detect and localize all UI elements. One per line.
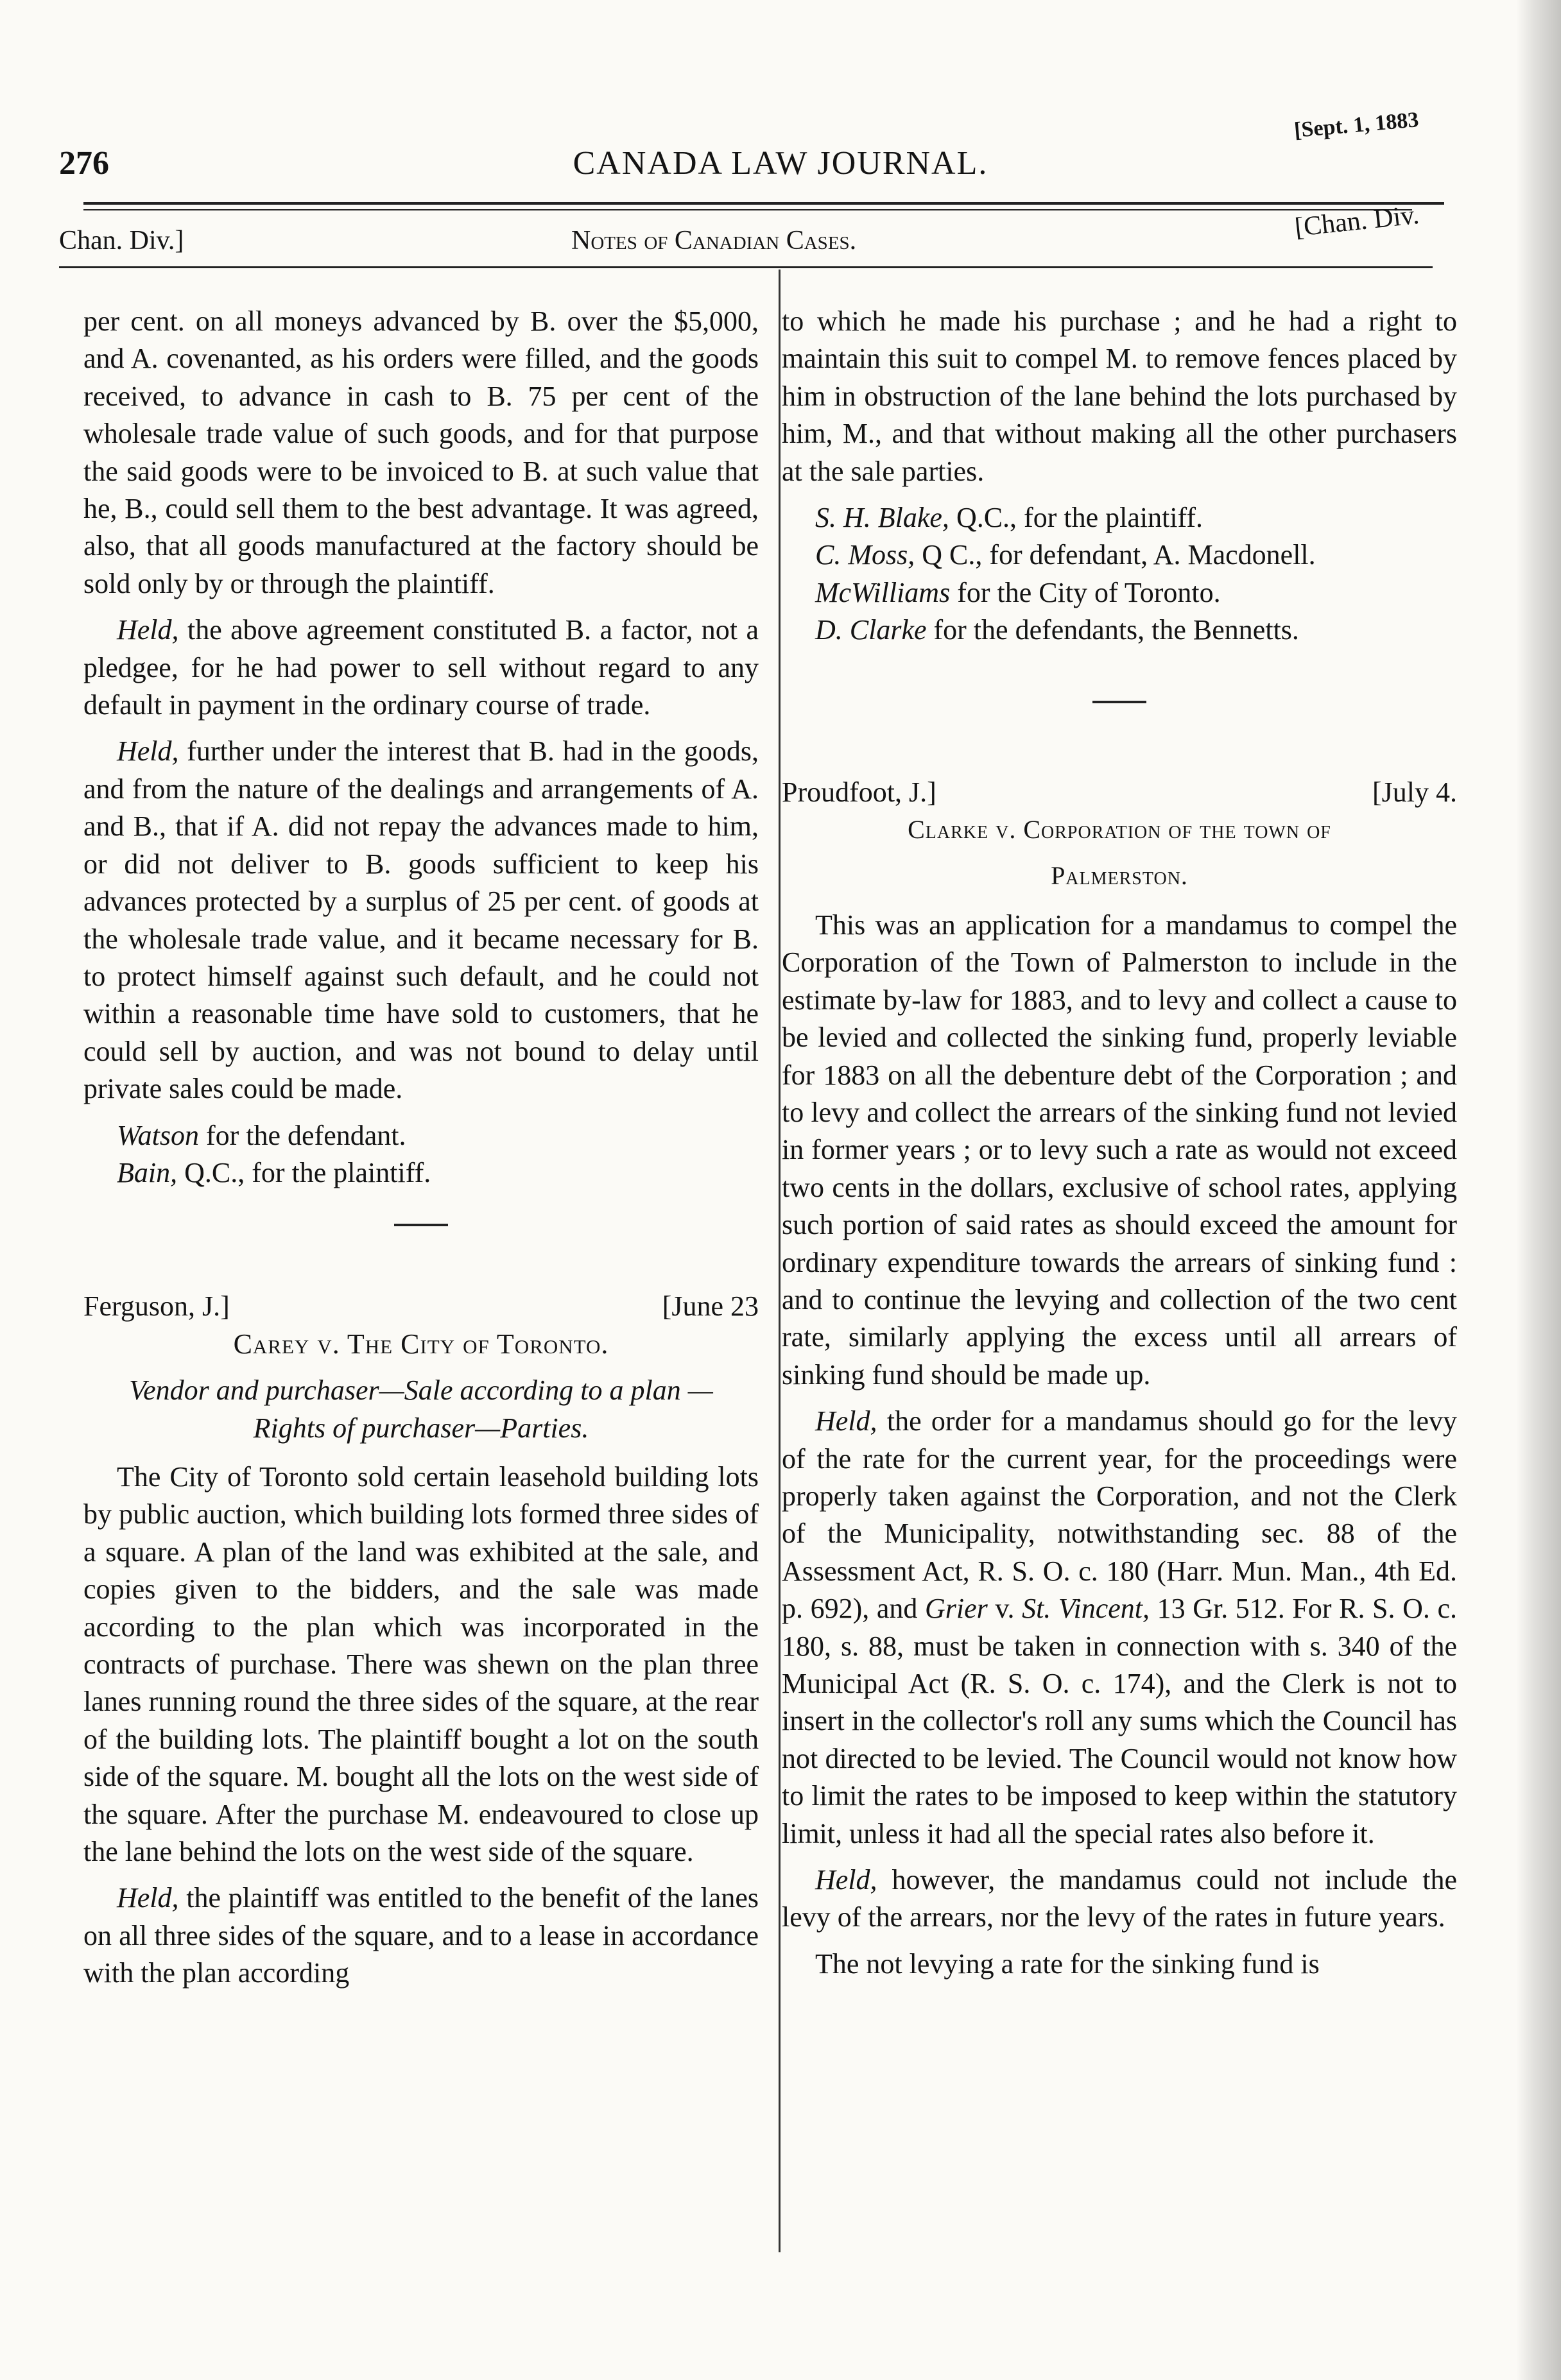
- counsel-role: Q.C., for the plaintiff.: [177, 1156, 431, 1188]
- paragraph: The not levying a rate for the sinking fund is: [815, 1948, 1320, 1980]
- judge-name: Proudfoot, J.]: [782, 776, 936, 808]
- section-title: Notes of Canadian Cases.: [571, 226, 857, 255]
- counsel-line: [782, 499, 1457, 536]
- page-edge-shadow: [1516, 0, 1561, 2380]
- held-paragraph: [782, 1862, 1457, 1937]
- counsel-name: McWilliams: [815, 576, 951, 608]
- left-column: [83, 303, 759, 2001]
- case-citation: St. Vincent,: [1022, 1593, 1150, 1625]
- paragraph: This was an application for a mandamus to compel the Corporation of the Town of Palmerston to include in the estimate by-law for 1883, and to levy and collect a cause to be levied and collected the sinking fund, properly leviable for 1883 on all the debenture debt of the Corporation ; and to levy and collect the arrears of the sinking fund not levied in former years ; or to levy such a rate as would not exceed two cents in the dollars, exclusive of school rates, applying such portion of said rates as should exceed the amount for ordinary expenditure towards the arrears of sinking fund : and to continue the levying and collection of the two cent rate, similarly applying the excess until all arrears of sinking fund should be made up.: [782, 909, 1457, 1391]
- counsel-role: Q C., for defendant, A. Macdonell.: [915, 539, 1316, 571]
- case-date: [June 23: [662, 1290, 759, 1323]
- counsel-line: [782, 574, 1457, 612]
- counsel-name: Bain,: [117, 1156, 178, 1188]
- case-date: [July 4.: [1372, 776, 1457, 808]
- counsel-name: Watson: [117, 1119, 199, 1151]
- counsel-name: C. Moss,: [815, 539, 915, 571]
- counsel-name: D. Clarke: [815, 614, 927, 646]
- journal-title: CANADA LAW JOURNAL.: [573, 145, 988, 182]
- paragraph-text: 13 Gr. 512. For R. S. O. c. 180, s. 88, must be taken in connection with s. 340 of the Municipal Act (R. S. O. c. 174), and the Clerk is not to insert in the collector's roll any sums which the Council has not directed to be levied. The Council would not know how to limit the rates to be imposed to keep within the statutory limit, unless it had all the special rates also before it.: [782, 1593, 1457, 1849]
- held-label: Held,: [117, 735, 179, 767]
- held-label: Held,: [815, 1864, 877, 1896]
- paragraph-text: the order for a mandamus should go for the levy of the rate for the current year, for the proceedings were properly taken against the Corporation, and not the Clerk of the Municipality, notwithstanding sec. 88 of the Assessment Act, R. S. O. c. 180 (Harr. Mun. Man., 4th Ed. p. 692), and: [782, 1405, 1457, 1625]
- held-paragraph: [83, 612, 759, 724]
- paragraph: The City of Toronto sold certain leasehold building lots by public auction, which building lots formed three sides of a square. A plan of the land was exhibited at the sale, and copies given to the bidders, and the sale was made according to the plan which was incorporated in the contracts of purchase. There was shewn on the plan three lanes running round the three sides of the square, at the rear of the building lots. The plaintiff bought a lot on the south side of the square. M. bought all the lots on the west side of the square. After the purchase M. endeavoured to close up the lane behind the lots on the west side of the square.: [83, 1460, 759, 1868]
- held-paragraph: [782, 1403, 1457, 1853]
- held-label: Held,: [117, 614, 179, 646]
- case-header: [83, 1288, 759, 1325]
- right-column: [782, 303, 1457, 1992]
- held-label: Held,: [117, 1882, 179, 1914]
- counsel-line: [782, 536, 1457, 574]
- counsel-line: [83, 1117, 759, 1154]
- versus: v.: [987, 1593, 1022, 1625]
- held-paragraph: [83, 733, 759, 1108]
- case-title-continued: Palmerston.: [1051, 861, 1188, 891]
- issue-date: [Sept. 1, 1883: [1293, 108, 1420, 143]
- counsel-role: for the City of Toronto.: [950, 576, 1221, 608]
- division-right: [Chan. Div.: [1293, 200, 1421, 243]
- judge-name: Ferguson, J.]: [83, 1290, 230, 1323]
- subhead-rule: [59, 266, 1433, 268]
- paragraph-text: the above agreement constituted B. a factor, not a pledgee, for he had power to sell without regard to any default in payment in the ordinary course of trade.: [83, 614, 759, 721]
- counsel-role: for the defendant.: [198, 1119, 406, 1151]
- case-subtitle: Vendor and purchaser—Sale according to a plan —Rights of purchaser—Parties.: [129, 1374, 713, 1444]
- paragraph: per cent. on all moneys advanced by B. over the $5,000, and A. covenanted, as his orders were filled, and the goods received, to advance in cash to B. 75 per cent of the wholesale trade value of such goods, and for that purpose the said goods were to be invoiced to B. at such value that he, B., could sell them to the best advantage. It was agreed, also, that all goods manufactured at the factory should be sold only by or through the plaintiff.: [83, 305, 759, 599]
- case-title: Carey v. The City of Toronto.: [233, 1328, 609, 1360]
- column-divider: [779, 270, 780, 2252]
- counsel-role: Q.C., for the plaintiff.: [949, 502, 1203, 534]
- section-divider: [1092, 701, 1146, 703]
- held-paragraph: [83, 1879, 759, 1992]
- page-number: 276: [59, 145, 109, 182]
- counsel-line: [782, 612, 1457, 649]
- paragraph: to which he made his purchase ; and he had a right to maintain this suit to compel M. to remove fences placed by him in obstruction of the lane behind the lots purchased by him, M., and that without making all the other purchasers at the sale parties.: [782, 305, 1457, 487]
- case-title: Clarke v. Corporation of the town of: [908, 815, 1331, 844]
- held-label: Held,: [815, 1405, 877, 1437]
- case-citation: Grier: [924, 1593, 988, 1625]
- paragraph-text: the plaintiff was entitled to the benefit of the lanes on all three sides of the square, and to a lease in accordance with the plan according: [83, 1882, 759, 1989]
- section-divider: [394, 1224, 448, 1226]
- counsel-role: for the defendants, the Bennetts.: [926, 614, 1299, 646]
- paragraph-text: further under the interest that B. had in the goods, and from the nature of the dealings and arrangements of A. and B., that if A. did not repay the advances made to him, or did not deliver to B. goods sufficient to keep his advances protected by a surplus of 25 per cent. of goods at the wholesale trade value, and it became necessary for B. to protect himself against such default, and he could not within a reasonable time have sold to customers, that he could sell by auction, and was not bound to delay until private sales could be made.: [83, 735, 759, 1105]
- header-rule-bottom: [83, 209, 1412, 210]
- header-rule-top: [83, 202, 1444, 205]
- case-header: [782, 774, 1457, 811]
- paragraph-text: however, the mandamus could not include the levy of the arrears, nor the levy of the rates in future years.: [782, 1864, 1457, 1933]
- counsel-name: S. H. Blake,: [815, 502, 949, 534]
- division-left: Chan. Div.]: [59, 226, 184, 255]
- counsel-line: [83, 1154, 759, 1192]
